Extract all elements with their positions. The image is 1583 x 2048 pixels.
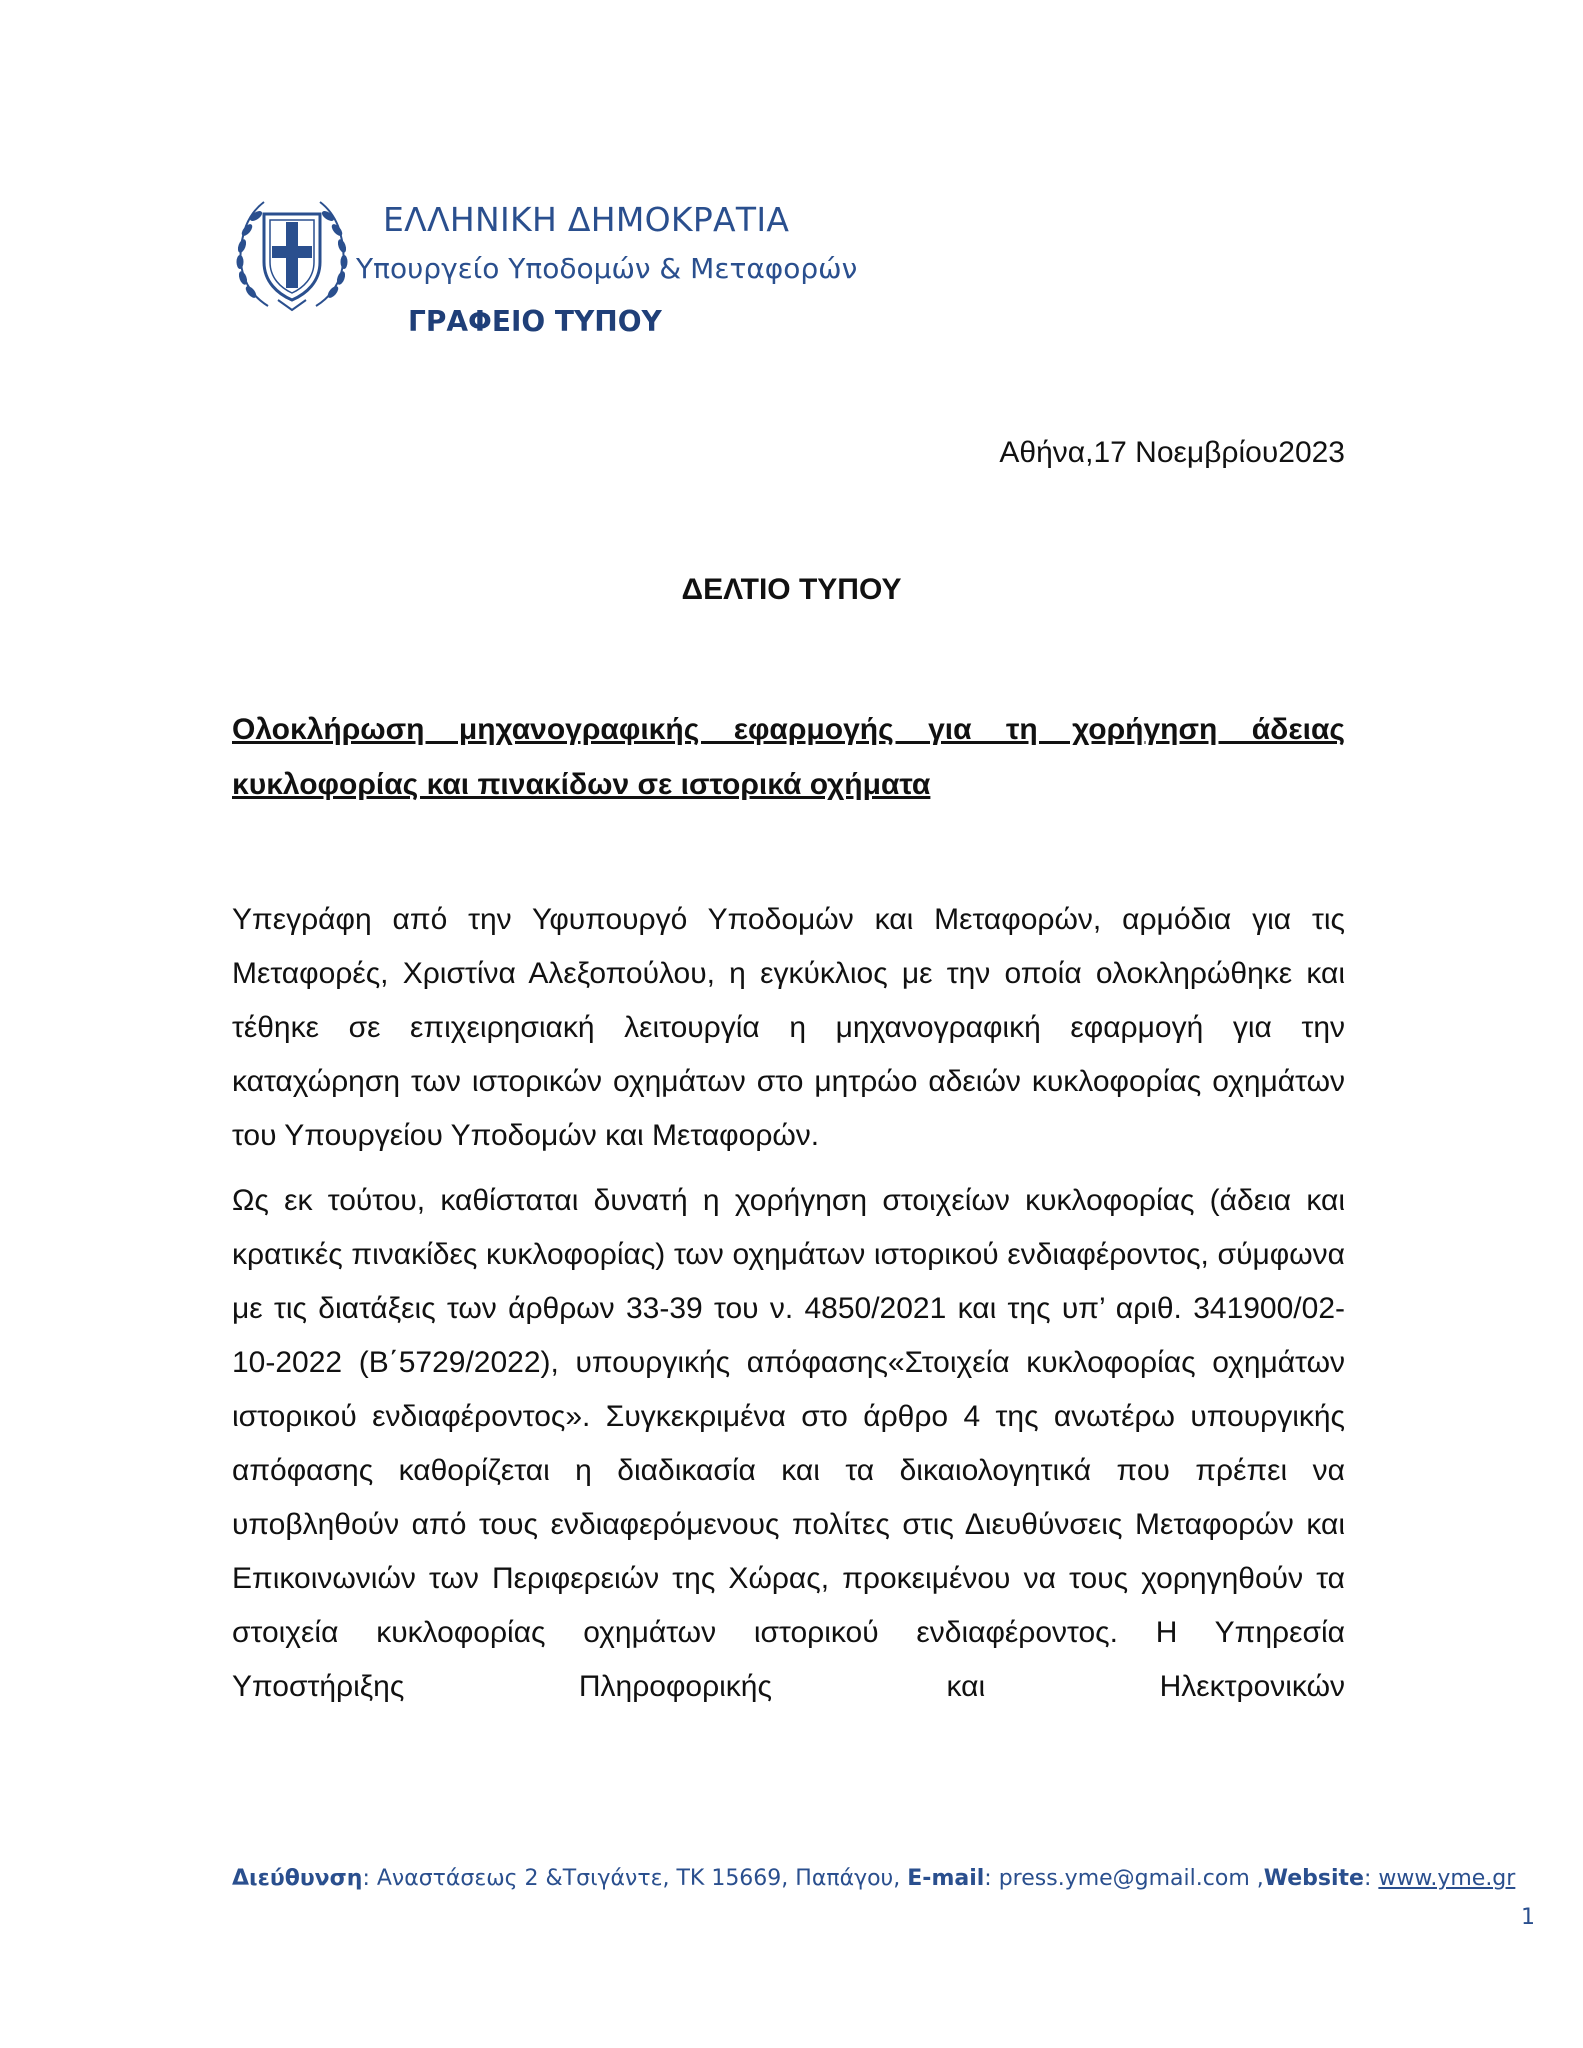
republic-title: ΕΛΛΗΝΙΚΗ ΔΗΜΟΚΡΑΤΙΑ [383,200,790,239]
footer-website-link[interactable]: www.yme.gr [1378,1866,1516,1891]
footer-email-value: : press.yme@gmail.com , [984,1866,1264,1891]
letterhead [228,190,858,350]
footer-website-label: Website [1263,1866,1364,1891]
footer-address-value: : Αναστάσεως 2 &Τσιγάντε, ΤΚ 15669, Παπάγου, [362,1866,908,1891]
footer-address-label: Διεύθυνση [232,1866,363,1891]
body-text [232,893,1345,1725]
body-paragraph: Υπεγράφη από την Υφυπουργό Υποδομών και Μεταφορών, αρμόδια για τις Μεταφορές, Χριστίνα Αλεξοπούλου, η εγκύκλιος με την οποία ολοκληρώθηκε και τέθηκε σε επιχειρησιακή λειτουργία η μηχανογραφική εφαρμογή για την καταχώρηση των ιστορικών οχημάτων στο μητρώο αδειών κυκλοφορίας οχημάτων του Υπουργείου Υποδομών και Μεταφορών. [232,903,1345,1152]
press-release-subject: Ολοκλήρωση μηχανογραφικής εφαρμογής για τη χορήγηση άδειας κυκλοφορίας και πινακίδων σε ιστορικά οχήματα [232,713,1345,801]
footer-email-label: E-mail [907,1866,985,1891]
footer-website-separator: : [1363,1866,1379,1891]
ministry-name: Υπουργείο Υποδομών & Μεταφορών [356,252,858,285]
coat-of-arms-icon [228,190,356,318]
body-paragraph: Ως εκ τούτου, καθίσταται δυνατή η χορήγηση στοιχείων κυκλοφορίας (άδεια και κρατικές πινακίδες κυκλοφορίας) των οχημάτων ιστορικού ενδιαφέροντος, σύμφωνα με τις διατάξεις των άρθρων 33-39 του ν. 4850/2021 και της υπ’ αριθ. 341900/02-10-2022 (Β΄5729/2022), υπουργικής απόφασης«Στοιχεία κυκλοφορίας οχημάτων ιστορικού ενδιαφέροντος». Συγκεκριμένα στο άρθρο 4 της ανωτέρω υπουργικής απόφασης καθορίζεται η διαδικασία και τα δικαιολογητικά που πρέπει να υποβληθούν από τους ενδιαφερόμενους πολίτες στις Διευθύνσεις Μεταφορών και Επικοινωνιών των Περιφερειών της Χώρας, προκειμένου να τους χορηγηθούν τα στοιχεία κυκλοφορίας οχημάτων ιστορικού ενδιαφέροντος. Η Υπηρεσία Υποστήριξης Πληροφορικής και Ηλεκτρονικών [232,1184,1345,1703]
page-number: 1 [1521,1905,1535,1930]
document-date: Αθήνα,17 Νοεμβρίου2023 [999,436,1345,469]
document-type-heading: ΔΕΛΤΙΟ ΤΥΠΟΥ [681,573,902,606]
footer-contact [232,1866,1515,1891]
press-office-label: ΓΡΑΦΕΙΟ ΤΥΠΟΥ [408,305,662,338]
